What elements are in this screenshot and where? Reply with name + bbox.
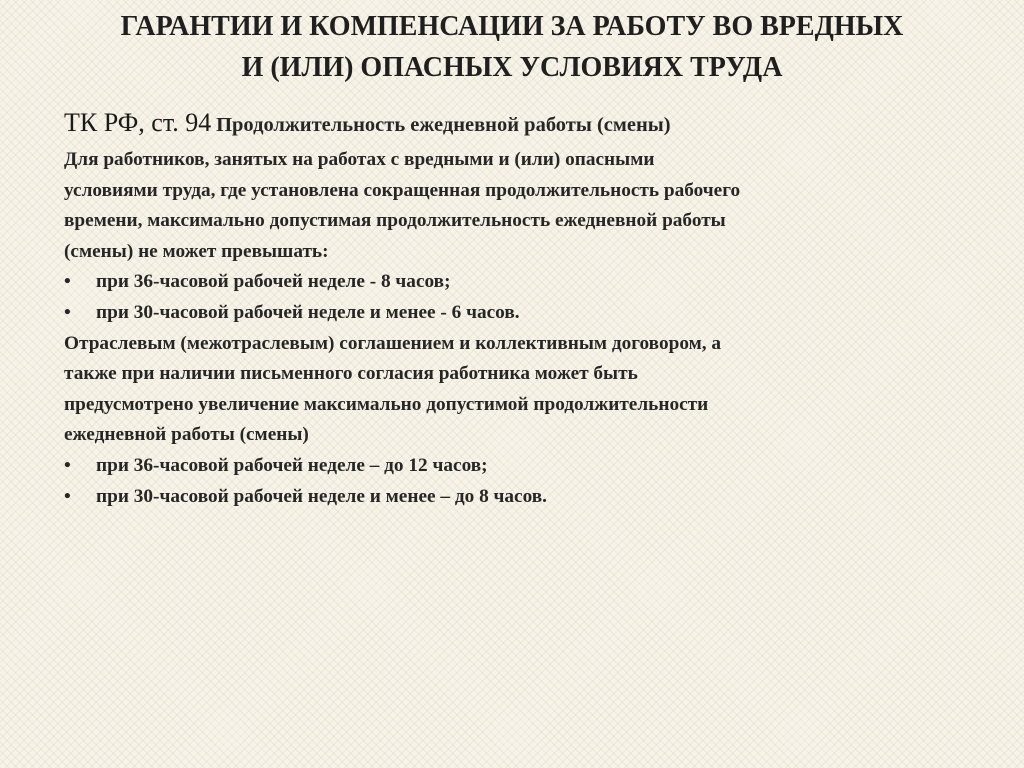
bullet-text: при 36-часовой рабочей неделе - 8 часов; xyxy=(96,271,451,293)
paragraph-1-line: условиями труда, где установлена сокращенная продолжительность рабочего xyxy=(64,179,741,201)
bullet-text: при 30-часовой рабочей неделе и менее – до 8 часов. xyxy=(96,485,547,507)
bullet-icon: • xyxy=(64,271,71,293)
bullet-item xyxy=(64,267,964,298)
bullet-icon: • xyxy=(64,454,71,476)
paragraph-2-line: ежедневной работы (смены) xyxy=(64,424,309,446)
bullet-item xyxy=(64,298,964,329)
paragraph-2-line: Отраслевым (межотраслевым) соглашением и коллективным договором, а xyxy=(64,332,722,354)
paragraph-1-line: (смены) не может превышать: xyxy=(64,240,329,262)
bullet-icon: • xyxy=(64,485,71,507)
article-reference: ТК РФ, ст. 94 xyxy=(64,108,212,137)
bullet-text: при 36-часовой рабочей неделе – до 12 часов; xyxy=(96,454,488,476)
slide-body xyxy=(64,104,964,512)
bullet-list-1 xyxy=(64,267,964,328)
bullet-item xyxy=(64,482,964,513)
slide-title xyxy=(20,6,1004,88)
paragraph-2-line: предусмотрено увеличение максимально допустимой продолжительности xyxy=(64,393,709,415)
paragraph-1-line: времени, максимально допустимая продолжительность ежедневной работы xyxy=(64,210,726,232)
slide-title-line-2: И (ИЛИ) ОПАСНЫХ УСЛОВИЯХ ТРУДА xyxy=(241,52,783,83)
article-title: Продолжительность ежедневной работы (смены) xyxy=(216,114,671,136)
paragraph-1 xyxy=(64,145,964,267)
bullet-text: при 30-часовой рабочей неделе и менее - 6 часов. xyxy=(96,301,520,323)
bullet-list-2 xyxy=(64,451,964,512)
bullet-icon: • xyxy=(64,301,71,323)
bullet-item xyxy=(64,451,964,482)
article-heading xyxy=(64,104,964,145)
paragraph-2-line: также при наличии письменного согласия работника может быть xyxy=(64,363,638,385)
slide-title-line-1: ГАРАНТИИ И КОМПЕНСАЦИИ ЗА РАБОТУ ВО ВРЕДНЫХ xyxy=(120,11,904,42)
paragraph-1-line: Для работников, занятых на работах с вредными и (или) опасными xyxy=(64,149,655,170)
paragraph-2 xyxy=(64,329,964,451)
